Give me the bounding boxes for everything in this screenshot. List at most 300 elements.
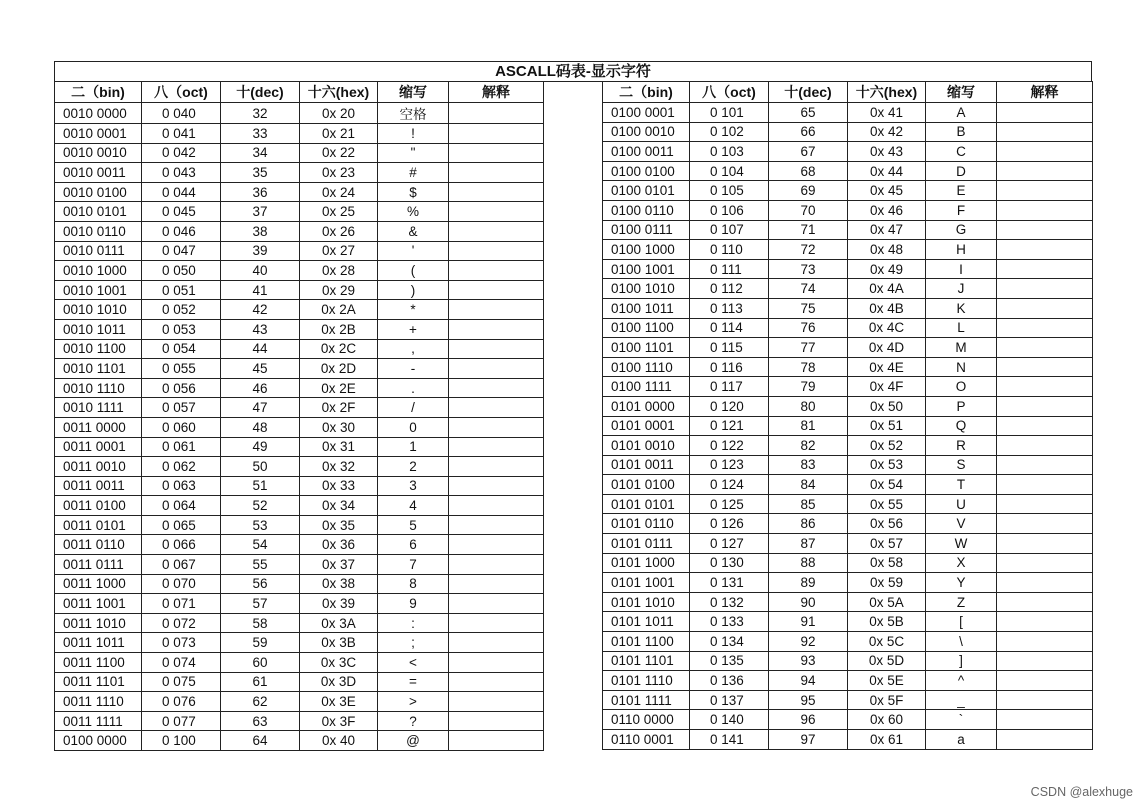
cell-dec: 79 <box>769 377 848 397</box>
cell-hex: 0x 42 <box>848 122 926 142</box>
cell-hex: 0x 48 <box>848 240 926 260</box>
cell-oct: 0 061 <box>142 437 221 457</box>
cell-abbr: ! <box>378 124 449 144</box>
cell-abbr: I <box>926 259 997 279</box>
chart-title: ASCALL码表-显示字符 <box>54 61 1092 82</box>
cell-bin: 0100 0011 <box>603 142 690 162</box>
cell-bin: 0011 1101 <box>55 672 142 692</box>
cell-desc <box>449 221 544 241</box>
cell-dec: 63 <box>221 711 300 731</box>
cell-desc <box>449 241 544 261</box>
cell-bin: 0101 1000 <box>603 553 690 573</box>
cell-bin: 0100 0101 <box>603 181 690 201</box>
cell-oct: 0 133 <box>690 612 769 632</box>
table-row <box>603 103 1093 123</box>
cell-abbr: ; <box>378 633 449 653</box>
cell-hex: 0x 21 <box>300 124 378 144</box>
table-row <box>603 181 1093 201</box>
cell-dec: 66 <box>769 122 848 142</box>
cell-hex: 0x 5D <box>848 651 926 671</box>
cell-abbr: W <box>926 534 997 554</box>
cell-dec: 97 <box>769 730 848 750</box>
cell-oct: 0 075 <box>142 672 221 692</box>
cell-hex: 0x 50 <box>848 396 926 416</box>
cell-abbr: 9 <box>378 594 449 614</box>
cell-desc <box>449 613 544 633</box>
cell-dec: 46 <box>221 378 300 398</box>
cell-desc <box>997 357 1093 377</box>
cell-abbr: R <box>926 436 997 456</box>
cell-hex: 0x 5E <box>848 671 926 691</box>
header-bin: 二（bin) <box>603 82 690 103</box>
table-row <box>55 574 544 594</box>
cell-abbr: T <box>926 475 997 495</box>
cell-bin: 0011 1011 <box>55 633 142 653</box>
header-desc: 解释 <box>449 82 544 103</box>
cell-dec: 35 <box>221 163 300 183</box>
cell-oct: 0 132 <box>690 592 769 612</box>
cell-oct: 0 051 <box>142 280 221 300</box>
cell-desc <box>997 671 1093 691</box>
cell-oct: 0 112 <box>690 279 769 299</box>
table-row <box>603 396 1093 416</box>
cell-oct: 0 045 <box>142 202 221 222</box>
cell-desc <box>997 573 1093 593</box>
cell-oct: 0 073 <box>142 633 221 653</box>
cell-hex: 0x 56 <box>848 514 926 534</box>
cell-hex: 0x 52 <box>848 436 926 456</box>
cell-hex: 0x 5C <box>848 632 926 652</box>
table-row <box>55 457 544 477</box>
cell-desc <box>449 535 544 555</box>
cell-desc <box>997 455 1093 475</box>
table-row <box>603 455 1093 475</box>
cell-hex: 0x 27 <box>300 241 378 261</box>
cell-dec: 38 <box>221 221 300 241</box>
cell-dec: 33 <box>221 124 300 144</box>
cell-dec: 72 <box>769 240 848 260</box>
cell-abbr: # <box>378 163 449 183</box>
cell-bin: 0101 0001 <box>603 416 690 436</box>
cell-bin: 0010 1110 <box>55 378 142 398</box>
ascii-table-left <box>54 81 544 751</box>
cell-abbr: / <box>378 398 449 418</box>
cell-oct: 0 052 <box>142 300 221 320</box>
cell-desc <box>997 494 1093 514</box>
cell-abbr: X <box>926 553 997 573</box>
cell-desc <box>997 103 1093 123</box>
cell-bin: 0100 0000 <box>55 731 142 751</box>
cell-desc <box>997 592 1093 612</box>
cell-desc <box>997 240 1093 260</box>
cell-bin: 0010 1111 <box>55 398 142 418</box>
cell-abbr: G <box>926 220 997 240</box>
cell-dec: 77 <box>769 338 848 358</box>
cell-desc <box>449 711 544 731</box>
cell-desc <box>997 514 1093 534</box>
cell-oct: 0 041 <box>142 124 221 144</box>
cell-abbr: F <box>926 200 997 220</box>
cell-bin: 0011 1110 <box>55 692 142 712</box>
cell-hex: 0x 54 <box>848 475 926 495</box>
cell-bin: 0100 1101 <box>603 338 690 358</box>
table-row <box>603 690 1093 710</box>
cell-abbr: < <box>378 653 449 673</box>
cell-hex: 0x 5B <box>848 612 926 632</box>
cell-abbr: ) <box>378 280 449 300</box>
cell-abbr: B <box>926 122 997 142</box>
cell-abbr: - <box>378 359 449 379</box>
cell-abbr: " <box>378 143 449 163</box>
cell-oct: 0 053 <box>142 319 221 339</box>
cell-oct: 0 100 <box>142 731 221 751</box>
cell-desc <box>449 437 544 457</box>
table-row <box>603 298 1093 318</box>
cell-hex: 0x 5F <box>848 690 926 710</box>
cell-hex: 0x 4E <box>848 357 926 377</box>
cell-bin: 0100 1001 <box>603 259 690 279</box>
cell-desc <box>449 476 544 496</box>
cell-bin: 0101 0000 <box>603 396 690 416</box>
cell-dec: 71 <box>769 220 848 240</box>
table-row <box>55 613 544 633</box>
header-row <box>603 82 1093 103</box>
cell-hex: 0x 38 <box>300 574 378 594</box>
cell-bin: 0010 1011 <box>55 319 142 339</box>
cell-dec: 49 <box>221 437 300 457</box>
cell-desc <box>997 534 1093 554</box>
cell-hex: 0x 41 <box>848 103 926 123</box>
cell-hex: 0x 31 <box>300 437 378 457</box>
cell-dec: 56 <box>221 574 300 594</box>
cell-dec: 83 <box>769 455 848 475</box>
cell-hex: 0x 60 <box>848 710 926 730</box>
cell-abbr: J <box>926 279 997 299</box>
cell-dec: 42 <box>221 300 300 320</box>
cell-hex: 0x 39 <box>300 594 378 614</box>
cell-desc <box>449 378 544 398</box>
cell-abbr: @ <box>378 731 449 751</box>
cell-hex: 0x 55 <box>848 494 926 514</box>
table-row <box>55 417 544 437</box>
table-row <box>55 535 544 555</box>
cell-desc <box>449 319 544 339</box>
cell-bin: 0010 1001 <box>55 280 142 300</box>
cell-bin: 0011 0000 <box>55 417 142 437</box>
cell-hex: 0x 20 <box>300 103 378 124</box>
cell-dec: 87 <box>769 534 848 554</box>
table-row <box>55 319 544 339</box>
cell-desc <box>997 612 1093 632</box>
cell-bin: 0100 0010 <box>603 122 690 142</box>
cell-bin: 0011 0011 <box>55 476 142 496</box>
cell-desc <box>449 182 544 202</box>
cell-bin: 0101 0010 <box>603 436 690 456</box>
cell-bin: 0011 0111 <box>55 555 142 575</box>
cell-abbr: % <box>378 202 449 222</box>
cell-hex: 0x 53 <box>848 455 926 475</box>
cell-dec: 41 <box>221 280 300 300</box>
cell-hex: 0x 2F <box>300 398 378 418</box>
table-row <box>55 555 544 575</box>
cell-oct: 0 102 <box>690 122 769 142</box>
cell-abbr: O <box>926 377 997 397</box>
cell-hex: 0x 2E <box>300 378 378 398</box>
cell-hex: 0x 4D <box>848 338 926 358</box>
cell-bin: 0011 1100 <box>55 653 142 673</box>
cell-dec: 93 <box>769 651 848 671</box>
table-row <box>603 377 1093 397</box>
cell-desc <box>449 731 544 751</box>
cell-hex: 0x 2C <box>300 339 378 359</box>
cell-abbr: a <box>926 730 997 750</box>
cell-abbr: Y <box>926 573 997 593</box>
cell-hex: 0x 26 <box>300 221 378 241</box>
table-row <box>55 653 544 673</box>
header-hex: 十六(hex) <box>848 82 926 103</box>
cell-bin: 0010 0011 <box>55 163 142 183</box>
cell-desc <box>449 398 544 418</box>
cell-abbr: K <box>926 298 997 318</box>
cell-desc <box>997 161 1093 181</box>
cell-desc <box>449 261 544 281</box>
cell-bin: 0101 1010 <box>603 592 690 612</box>
cell-hex: 0x 33 <box>300 476 378 496</box>
cell-bin: 0010 0100 <box>55 182 142 202</box>
cell-oct: 0 122 <box>690 436 769 456</box>
cell-dec: 62 <box>221 692 300 712</box>
cell-hex: 0x 4C <box>848 318 926 338</box>
cell-dec: 76 <box>769 318 848 338</box>
cell-bin: 0100 1100 <box>603 318 690 338</box>
table-row <box>603 592 1093 612</box>
table-row <box>603 553 1093 573</box>
cell-oct: 0 124 <box>690 475 769 495</box>
header-oct: 八（oct) <box>142 82 221 103</box>
table-row <box>55 672 544 692</box>
table-row <box>603 279 1093 299</box>
cell-bin: 0100 0100 <box>603 161 690 181</box>
cell-bin: 0011 0101 <box>55 515 142 535</box>
cell-hex: 0x 58 <box>848 553 926 573</box>
cell-abbr: $ <box>378 182 449 202</box>
cell-oct: 0 116 <box>690 357 769 377</box>
cell-oct: 0 050 <box>142 261 221 281</box>
cell-oct: 0 101 <box>690 103 769 123</box>
cell-abbr: D <box>926 161 997 181</box>
cell-hex: 0x 43 <box>848 142 926 162</box>
cell-bin: 0010 1100 <box>55 339 142 359</box>
cell-desc <box>449 555 544 575</box>
table-row <box>55 398 544 418</box>
cell-desc <box>449 653 544 673</box>
cell-oct: 0 067 <box>142 555 221 575</box>
cell-dec: 85 <box>769 494 848 514</box>
table-row <box>603 612 1093 632</box>
cell-abbr: \ <box>926 632 997 652</box>
cell-desc <box>449 103 544 124</box>
cell-bin: 0010 0101 <box>55 202 142 222</box>
cell-hex: 0x 40 <box>300 731 378 751</box>
cell-desc <box>449 143 544 163</box>
cell-hex: 0x 44 <box>848 161 926 181</box>
cell-hex: 0x 23 <box>300 163 378 183</box>
cell-abbr: Q <box>926 416 997 436</box>
cell-abbr: 4 <box>378 496 449 516</box>
cell-oct: 0 121 <box>690 416 769 436</box>
cell-hex: 0x 34 <box>300 496 378 516</box>
cell-dec: 39 <box>221 241 300 261</box>
table-row <box>603 730 1093 750</box>
cell-oct: 0 070 <box>142 574 221 594</box>
cell-bin: 0010 0001 <box>55 124 142 144</box>
cell-dec: 67 <box>769 142 848 162</box>
header-abbr: 缩写 <box>926 82 997 103</box>
cell-hex: 0x 3B <box>300 633 378 653</box>
cell-bin: 0010 1000 <box>55 261 142 281</box>
cell-dec: 95 <box>769 690 848 710</box>
cell-hex: 0x 32 <box>300 457 378 477</box>
cell-oct: 0 107 <box>690 220 769 240</box>
cell-oct: 0 063 <box>142 476 221 496</box>
cell-bin: 0101 0111 <box>603 534 690 554</box>
cell-oct: 0 066 <box>142 535 221 555</box>
table-row <box>55 124 544 144</box>
cell-hex: 0x 35 <box>300 515 378 535</box>
cell-abbr: & <box>378 221 449 241</box>
cell-bin: 0011 1000 <box>55 574 142 594</box>
table-row <box>55 280 544 300</box>
cell-desc <box>449 124 544 144</box>
cell-bin: 0100 1000 <box>603 240 690 260</box>
cell-hex: 0x 2D <box>300 359 378 379</box>
cell-bin: 0101 0101 <box>603 494 690 514</box>
table-row <box>55 496 544 516</box>
table-row <box>55 202 544 222</box>
cell-hex: 0x 3E <box>300 692 378 712</box>
table-row <box>55 692 544 712</box>
table-row <box>55 437 544 457</box>
cell-oct: 0 071 <box>142 594 221 614</box>
cell-dec: 52 <box>221 496 300 516</box>
ascii-chart-sheet <box>54 61 1092 748</box>
cell-dec: 60 <box>221 653 300 673</box>
cell-hex: 0x 3D <box>300 672 378 692</box>
cell-desc <box>449 515 544 535</box>
table-row <box>55 339 544 359</box>
cell-oct: 0 065 <box>142 515 221 535</box>
table-row <box>55 594 544 614</box>
cell-desc <box>449 594 544 614</box>
header-oct: 八（oct) <box>690 82 769 103</box>
cell-dec: 74 <box>769 279 848 299</box>
table-row <box>55 711 544 731</box>
cell-bin: 0010 0010 <box>55 143 142 163</box>
cell-oct: 0 115 <box>690 338 769 358</box>
table-row <box>55 261 544 281</box>
cell-abbr: P <box>926 396 997 416</box>
cell-desc <box>997 142 1093 162</box>
table-row <box>55 221 544 241</box>
cell-oct: 0 117 <box>690 377 769 397</box>
cell-hex: 0x 61 <box>848 730 926 750</box>
cell-hex: 0x 51 <box>848 416 926 436</box>
table-row <box>55 633 544 653</box>
cell-hex: 0x 36 <box>300 535 378 555</box>
table-row <box>603 259 1093 279</box>
cell-oct: 0 111 <box>690 259 769 279</box>
cell-dec: 86 <box>769 514 848 534</box>
table-row <box>603 436 1093 456</box>
cell-oct: 0 077 <box>142 711 221 731</box>
table-row <box>603 122 1093 142</box>
ascii-table-right <box>602 81 1093 750</box>
cell-bin: 0100 0111 <box>603 220 690 240</box>
cell-desc <box>449 633 544 653</box>
cell-oct: 0 137 <box>690 690 769 710</box>
cell-bin: 0110 0000 <box>603 710 690 730</box>
cell-oct: 0 056 <box>142 378 221 398</box>
cell-dec: 58 <box>221 613 300 633</box>
cell-oct: 0 125 <box>690 494 769 514</box>
cell-dec: 80 <box>769 396 848 416</box>
cell-oct: 0 114 <box>690 318 769 338</box>
cell-bin: 0101 1001 <box>603 573 690 593</box>
cell-bin: 0101 1101 <box>603 651 690 671</box>
cell-abbr: * <box>378 300 449 320</box>
cell-abbr: 0 <box>378 417 449 437</box>
cell-oct: 0 110 <box>690 240 769 260</box>
cell-bin: 0011 1010 <box>55 613 142 633</box>
cell-hex: 0x 45 <box>848 181 926 201</box>
cell-bin: 0101 0110 <box>603 514 690 534</box>
cell-oct: 0 044 <box>142 182 221 202</box>
cell-abbr: H <box>926 240 997 260</box>
cell-oct: 0 062 <box>142 457 221 477</box>
cell-dec: 54 <box>221 535 300 555</box>
cell-hex: 0x 4A <box>848 279 926 299</box>
cell-abbr: = <box>378 672 449 692</box>
cell-hex: 0x 3A <box>300 613 378 633</box>
cell-oct: 0 134 <box>690 632 769 652</box>
cell-dec: 47 <box>221 398 300 418</box>
cell-bin: 0101 1110 <box>603 671 690 691</box>
cell-desc <box>997 181 1093 201</box>
cell-abbr: S <box>926 455 997 475</box>
cell-oct: 0 130 <box>690 553 769 573</box>
cell-desc <box>997 122 1093 142</box>
cell-dec: 55 <box>221 555 300 575</box>
cell-dec: 59 <box>221 633 300 653</box>
cell-oct: 0 040 <box>142 103 221 124</box>
cell-desc <box>997 651 1093 671</box>
cell-desc <box>449 202 544 222</box>
cell-hex: 0x 30 <box>300 417 378 437</box>
cell-oct: 0 103 <box>690 142 769 162</box>
cell-dec: 70 <box>769 200 848 220</box>
cell-abbr: 空格 <box>378 103 449 124</box>
cell-oct: 0 104 <box>690 161 769 181</box>
watermark: CSDN @alexhuge <box>1030 785 1133 799</box>
cell-dec: 73 <box>769 259 848 279</box>
cell-abbr: : <box>378 613 449 633</box>
header-bin: 二（bin) <box>55 82 142 103</box>
cell-abbr: 2 <box>378 457 449 477</box>
cell-bin: 0100 0001 <box>603 103 690 123</box>
cell-oct: 0 106 <box>690 200 769 220</box>
cell-abbr: C <box>926 142 997 162</box>
header-abbr: 缩写 <box>378 82 449 103</box>
